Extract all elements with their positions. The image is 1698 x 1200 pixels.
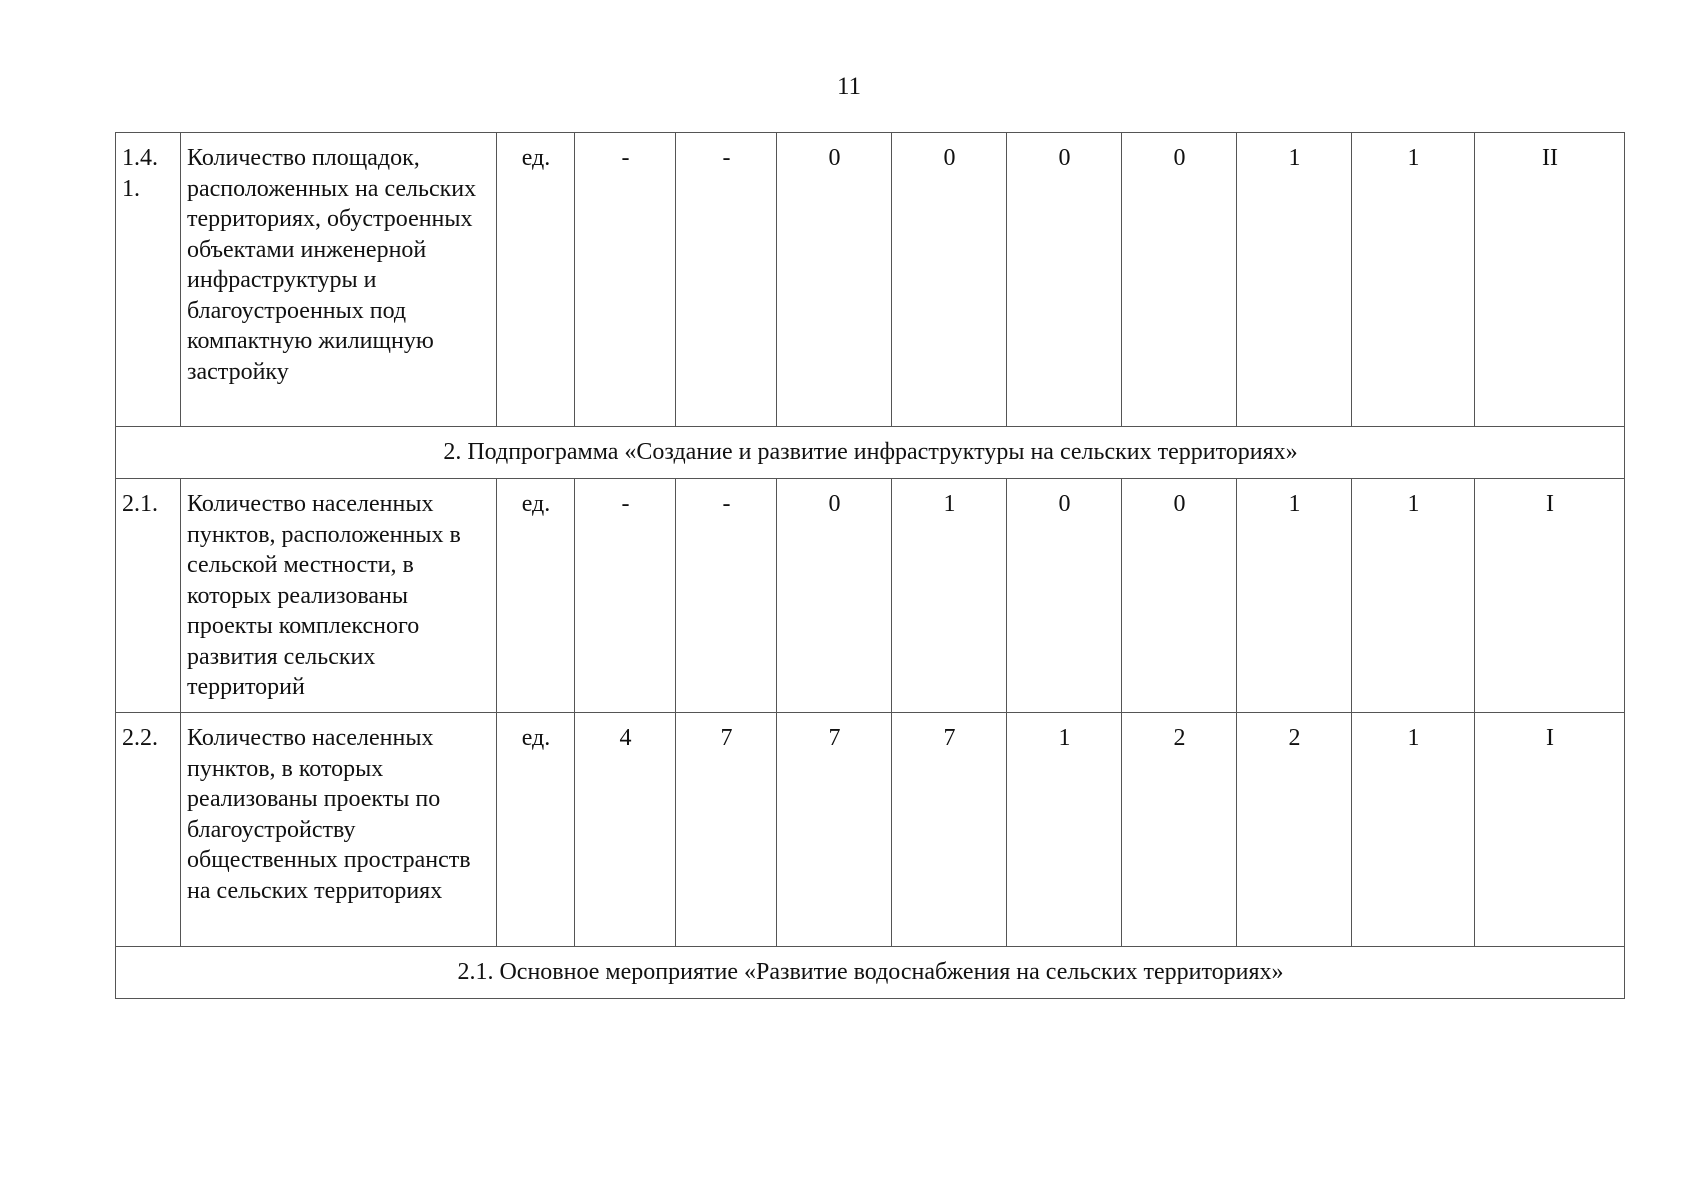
value-cell: 0: [1122, 133, 1237, 427]
value-cell: 7: [777, 713, 892, 947]
value-cell: 2: [1237, 713, 1352, 947]
value-cell: -: [676, 479, 777, 713]
value-cell: 7: [676, 713, 777, 947]
value-cell: 4: [575, 713, 676, 947]
value-cell: 0: [777, 133, 892, 427]
value-cell: 1: [1237, 479, 1352, 713]
value-cell: 1: [1352, 713, 1475, 947]
unit-cell: ед.: [497, 133, 575, 427]
unit-cell: ед.: [497, 713, 575, 947]
value-cell: -: [575, 479, 676, 713]
table-row: [116, 133, 1625, 427]
category-cell: II: [1475, 133, 1625, 427]
value-cell: 0: [1122, 479, 1237, 713]
row-number: [116, 133, 181, 427]
indicator-name: Количество населенных пунктов, расположенных в сельской местности, в которых реализованы проекты комплексного развития сельских территорий: [181, 479, 497, 713]
indicator-name: Количество площадок, расположенных на сельских территориях, обустроенных объектами инженерной инфраструктуры и благоустроенных под компактную жилищную застройку: [181, 133, 497, 427]
unit-cell: ед.: [497, 479, 575, 713]
category-cell: I: [1475, 479, 1625, 713]
value-cell: 1: [1237, 133, 1352, 427]
category-cell: I: [1475, 713, 1625, 947]
indicator-name: Количество населенных пунктов, в которых реализованы проекты по благоустройству общественных пространств на сельских территориях: [181, 713, 497, 947]
value-cell: 0: [892, 133, 1007, 427]
value-cell: 1: [1352, 479, 1475, 713]
row-number-text: 1.4. 1.: [122, 145, 158, 202]
section-row: [116, 427, 1625, 479]
value-cell: 0: [1007, 133, 1122, 427]
value-cell: 0: [1007, 479, 1122, 713]
value-cell: 1: [1352, 133, 1475, 427]
row-number: 2.1.: [116, 479, 181, 713]
page-number: 11: [836, 73, 862, 100]
row-number: 2.2.: [116, 713, 181, 947]
section-title: 2.1. Основное мероприятие «Развитие водоснабжения на сельских территориях»: [116, 947, 1625, 999]
section-row: [116, 947, 1625, 999]
value-cell: 2: [1122, 713, 1237, 947]
table-row: [116, 713, 1625, 947]
value-cell: -: [676, 133, 777, 427]
indicators-table: [115, 132, 1625, 999]
table-row: [116, 479, 1625, 713]
value-cell: 0: [777, 479, 892, 713]
value-cell: -: [575, 133, 676, 427]
section-title: 2. Подпрограмма «Создание и развитие инфраструктуры на сельских территориях»: [116, 427, 1625, 479]
value-cell: 1: [1007, 713, 1122, 947]
value-cell: 1: [892, 479, 1007, 713]
value-cell: 7: [892, 713, 1007, 947]
